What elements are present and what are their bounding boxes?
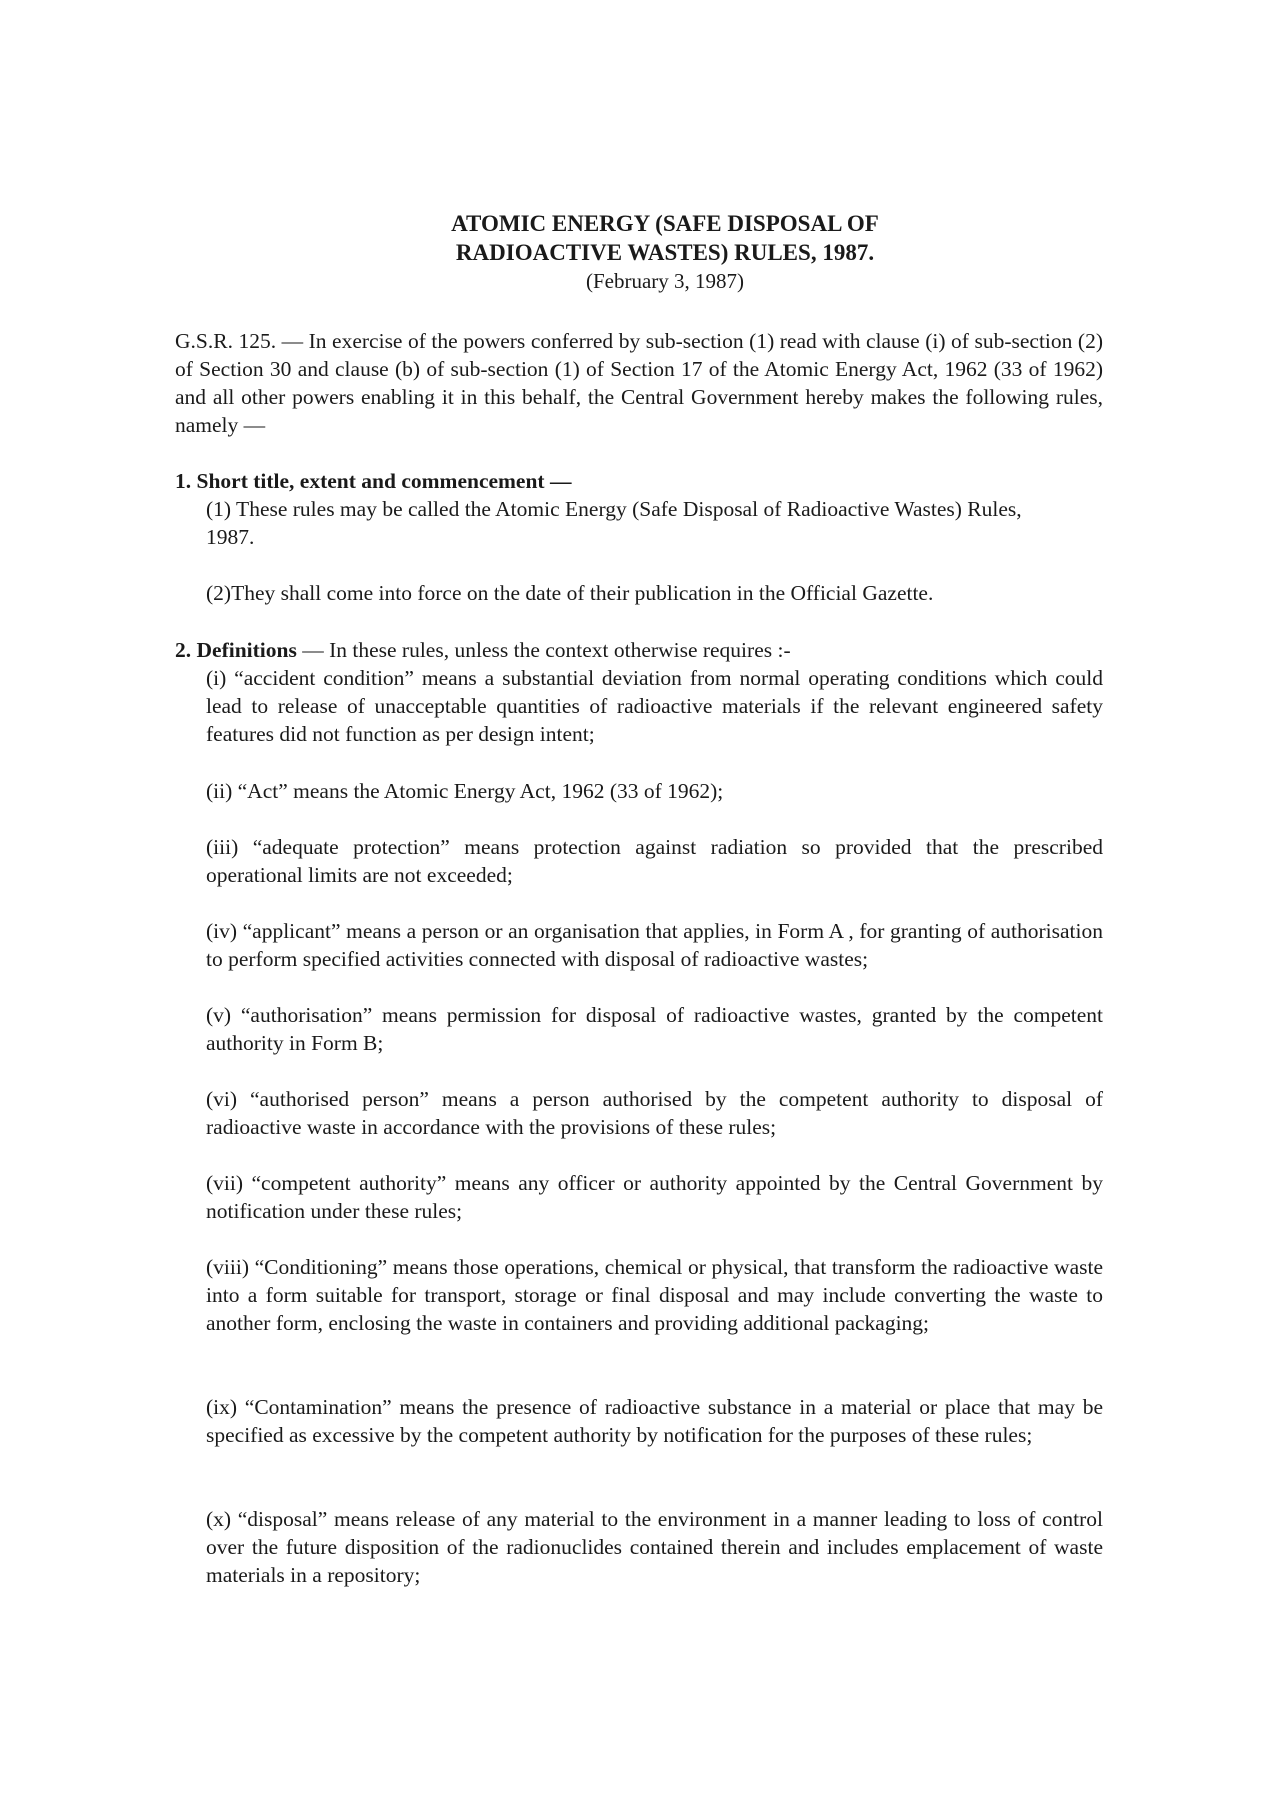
definition-text: (vii) “competent authority” means any officer or authority appointed by the Central Government by notification under these rules;	[206, 1171, 1103, 1223]
definition-ii	[206, 777, 1103, 805]
section-1-clause-1	[206, 495, 1056, 551]
section-1-title: 1. Short title, extent and commencement —	[175, 469, 572, 493]
definition-text: (ii) “Act” means the Atomic Energy Act, 1962 (33 of 1962);	[206, 779, 724, 803]
definition-ix	[206, 1393, 1103, 1449]
definition-viii	[206, 1253, 1103, 1337]
preamble	[175, 327, 1103, 439]
clause-text: (1) These rules may be called the Atomic Energy (Safe Disposal of Radioactive Wastes) Rules, 1987.	[206, 497, 1022, 549]
section-2-heading	[175, 636, 1103, 664]
section-2-title: 2. Definitions	[175, 638, 297, 662]
section-1-heading	[175, 467, 1103, 495]
definition-v	[206, 1001, 1103, 1057]
definition-i	[206, 664, 1103, 748]
definition-x	[206, 1505, 1103, 1589]
definition-text: (v) “authorisation” means permission for disposal of radioactive wastes, granted by the competent authority in Form B;	[206, 1003, 1103, 1055]
title-line-1: ATOMIC ENERGY (SAFE DISPOSAL OF	[451, 211, 879, 236]
definition-text: (x) “disposal” means release of any material to the environment in a manner leading to loss of control over the future disposition of the radionuclides contained therein and includes emplacement of waste materials in a repository;	[206, 1507, 1103, 1587]
clause-text: (2)They shall come into force on the date of their publication in the Official Gazette.	[206, 581, 934, 605]
definition-text: (i) “accident condition” means a substantial deviation from normal operating conditions which could lead to release of unacceptable quantities of radioactive materials if the relevant engineered safety features did not function as per design intent;	[206, 666, 1103, 746]
definition-text: (viii) “Conditioning” means those operations, chemical or physical, that transform the radioactive waste into a form suitable for transport, storage or final disposal and may include converting the waste to another form, enclosing the waste in containers and providing additional packaging;	[206, 1255, 1103, 1335]
definition-iv	[206, 917, 1103, 973]
section-2-intro: — In these rules, unless the context otherwise requires :-	[296, 638, 791, 662]
definition-vi	[206, 1085, 1103, 1141]
definition-iii	[206, 833, 1103, 889]
preamble-text: G.S.R. 125. — In exercise of the powers conferred by sub-section (1) read with clause (i) of sub-section (2) of Section 30 and clause (b) of sub-section (1) of Section 17 of the Atomic Energy Act, 1962 (33 of 1962) and all other powers enabling it in this behalf, the Central Government hereby makes the following rules, namely —	[175, 329, 1103, 437]
definition-vii	[206, 1169, 1103, 1225]
definition-text: (iv) “applicant” means a person or an organisation that applies, in Form A , for granting of authorisation to perform specified activities connected with disposal of radioactive wastes;	[206, 919, 1103, 971]
title-line-2: RADIOACTIVE WASTES) RULES, 1987.	[455, 240, 875, 265]
definition-text: (vi) “authorised person” means a person authorised by the competent authority to disposal of radioactive waste in accordance with the provisions of these rules;	[206, 1087, 1103, 1139]
section-1-clause-2	[206, 579, 1103, 607]
definition-text: (iii) “adequate protection” means protection against radiation so provided that the prescribed operational limits are not exceeded;	[206, 835, 1103, 887]
definition-text: (ix) “Contamination” means the presence of radioactive substance in a material or place that may be specified as excessive by the competent authority by notification for the purposes of these rules;	[206, 1395, 1103, 1447]
document-title	[0, 209, 1280, 295]
title-date: (February 3, 1987)	[585, 269, 745, 293]
